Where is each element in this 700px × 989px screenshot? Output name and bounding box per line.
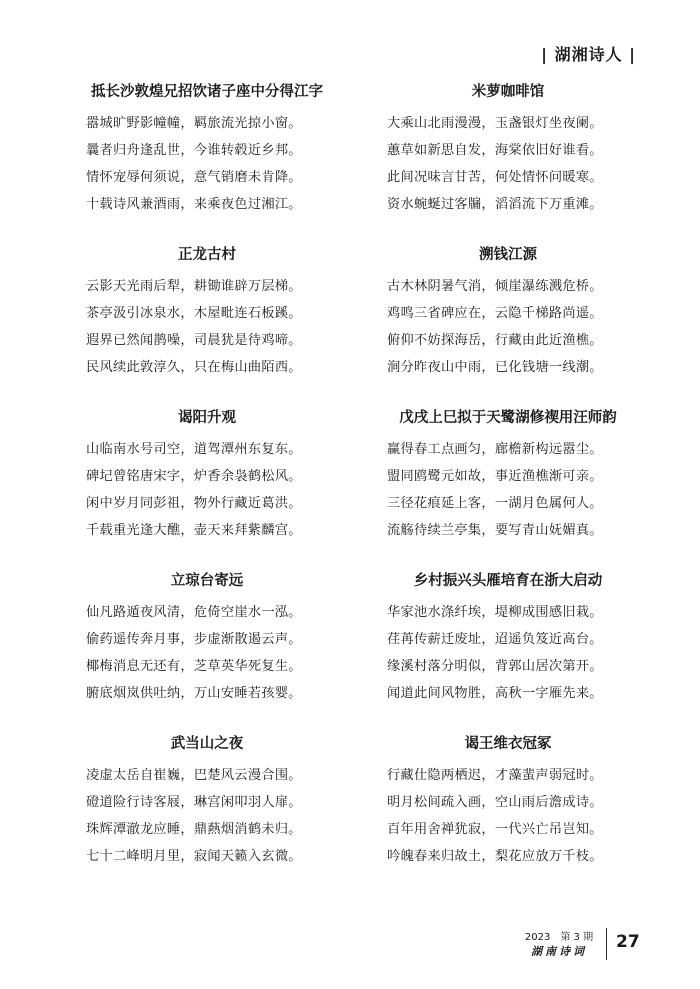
poem-line: 资水蜿蜒过客牖，滔滔流下万重滩。 [387, 197, 603, 212]
poem-line: 吟魄春来归故土，梨花应放万千枝。 [387, 849, 603, 864]
poem-line: 俯仰不妨探海岳，行藏由此近渔樵。 [387, 333, 603, 348]
poem-line: 十载诗风兼酒雨，来乘夜色过湘江。 [86, 197, 302, 212]
poem [72, 245, 342, 408]
section-header: | 湖湘诗人 | [541, 45, 636, 64]
poem-line: 华家池水涤纤埃，堤柳成围感旧栽。 [387, 605, 603, 620]
poem [373, 408, 643, 571]
magazine-name: 湖南诗词 [531, 945, 587, 958]
poem-line: 遐界已然闻鹊噪，司晨犹是待鸡啼。 [86, 333, 302, 348]
poem-line: 椰梅消息无还有，芝草英华死复生。 [86, 659, 302, 674]
poem-line: 曩者归舟逢乱世，今谁转毂近乡邦。 [86, 143, 302, 158]
poem-line: 云影天光雨后犁，耕锄谁辟万层梯。 [86, 279, 302, 294]
poem [373, 571, 643, 734]
poem [72, 82, 342, 245]
poem-line: 赢得春工点画匀，廊檐新构远嚣尘。 [387, 442, 603, 457]
poem-line: 流觞待续兰亭集，要写青山妩媚真。 [387, 523, 603, 538]
poem-line: 茶亭汲引冰泉水，木屋毗连石板蹊。 [86, 306, 302, 321]
poem-line: 百年用舍禅犹寂，一代兴亡吊岂知。 [387, 822, 603, 837]
poem-title: 乡村振兴头雁培育在浙大启动 [413, 573, 603, 589]
poem-line: 千载重光逢大醮，壶天来拜紫麟宫。 [86, 523, 302, 538]
poem-line: 盟同鸥鹭元如故，事近渔樵渐可亲。 [387, 469, 603, 484]
poem [72, 571, 342, 734]
poem-title: 溯钱江源 [479, 247, 537, 263]
poem-line: 山临南水号司空，道驾潭州东复东。 [86, 442, 302, 457]
poem-title: 戊戌上巳拟于天鹭湖修禊用汪师韵 [399, 410, 617, 426]
poem-title: 正龙古村 [178, 247, 236, 263]
poem [373, 245, 643, 408]
poem [373, 82, 643, 245]
poem-line: 涧分昨夜山中雨，已化钱塘一线潮。 [387, 360, 603, 375]
issue-label: 2023 第 3 期 [524, 932, 594, 943]
poem-title: 抵长沙敦煌兄招饮诸子座中分得江字 [91, 84, 323, 100]
poem-line: 大乘山北雨漫漫，玉盏银灯坐夜阑。 [387, 116, 603, 131]
left-column [72, 82, 342, 897]
poem-line: 腑底烟岚供吐纳，万山安睡若孩婴。 [86, 686, 302, 701]
poem-title: 米萝咖啡馆 [471, 84, 545, 100]
poem-line: 仙凡路遁夜风清，危倚空崖水一泓。 [86, 605, 302, 620]
poem-line: 闲中岁月同彭祖，物外行藏近葛洪。 [86, 496, 302, 511]
poem-line: 偷药遥传奔月事，步虚渐散遏云声。 [86, 632, 302, 647]
poem-line: 行藏仕隐两栖迟，才藻蜚声弱冠时。 [387, 768, 603, 783]
poem-line: 三径花痕延上客，一湖月色属何人。 [387, 496, 603, 511]
poem-line: 嚣城旷野影幢幢，羁旅流光掠小窗。 [86, 116, 302, 131]
poem-title: 立琼台寄远 [170, 573, 244, 589]
page-footer [520, 928, 650, 964]
poem-line: 情怀宠辱何须说，意气销磨未肯降。 [86, 170, 302, 185]
poem [72, 734, 342, 897]
poem-line: 七十二峰明月里，寂闻天籁入玄微。 [86, 849, 302, 864]
right-column [373, 82, 643, 897]
poem-title: 谒王维衣冠冢 [464, 736, 552, 752]
poem-line: 闻道此间风物胜，高秋一字雁先来。 [387, 686, 603, 701]
poem-line: 蕙草如新思自发，海棠依旧好谁看。 [387, 143, 603, 158]
poem-line: 古木林阴暑气消，倾崖瀑练溅危桥。 [387, 279, 603, 294]
poem-line: 明月松间疏入画，空山雨后澹成诗。 [387, 795, 603, 810]
poem-line: 荏苒传薪迁废址，迢遥负笈近高台。 [387, 632, 603, 647]
footer-divider [606, 928, 607, 960]
poem-line: 珠辉潭澈龙应睡，鼎爇烟消鹤未归。 [86, 822, 302, 837]
poem-title: 武当山之夜 [170, 736, 244, 752]
poem-title: 谒阳升观 [178, 410, 236, 426]
poem-line: 磴道险行诗客屐，琳宫闲叩羽人扉。 [86, 795, 302, 810]
poem-line: 缘溪村落分明似，背郭山居次第开。 [387, 659, 603, 674]
poem [72, 408, 342, 571]
poem [373, 734, 643, 897]
poem-line: 民风续此敦淳久，只在梅山曲陌西。 [86, 360, 302, 375]
poem-line: 此间况味言甘苦，何处情怀问暖寒。 [387, 170, 603, 185]
poem-line: 鸡鸣三省碑应在，云隐千梯路尚遥。 [387, 306, 603, 321]
poem-line: 碑圮曾铭唐宋字，炉香余袅鹤松风。 [86, 469, 302, 484]
page-number: 27 [616, 932, 640, 952]
poem-line: 凌虚太岳自崔巍，巴楚风云漫合围。 [86, 768, 302, 783]
